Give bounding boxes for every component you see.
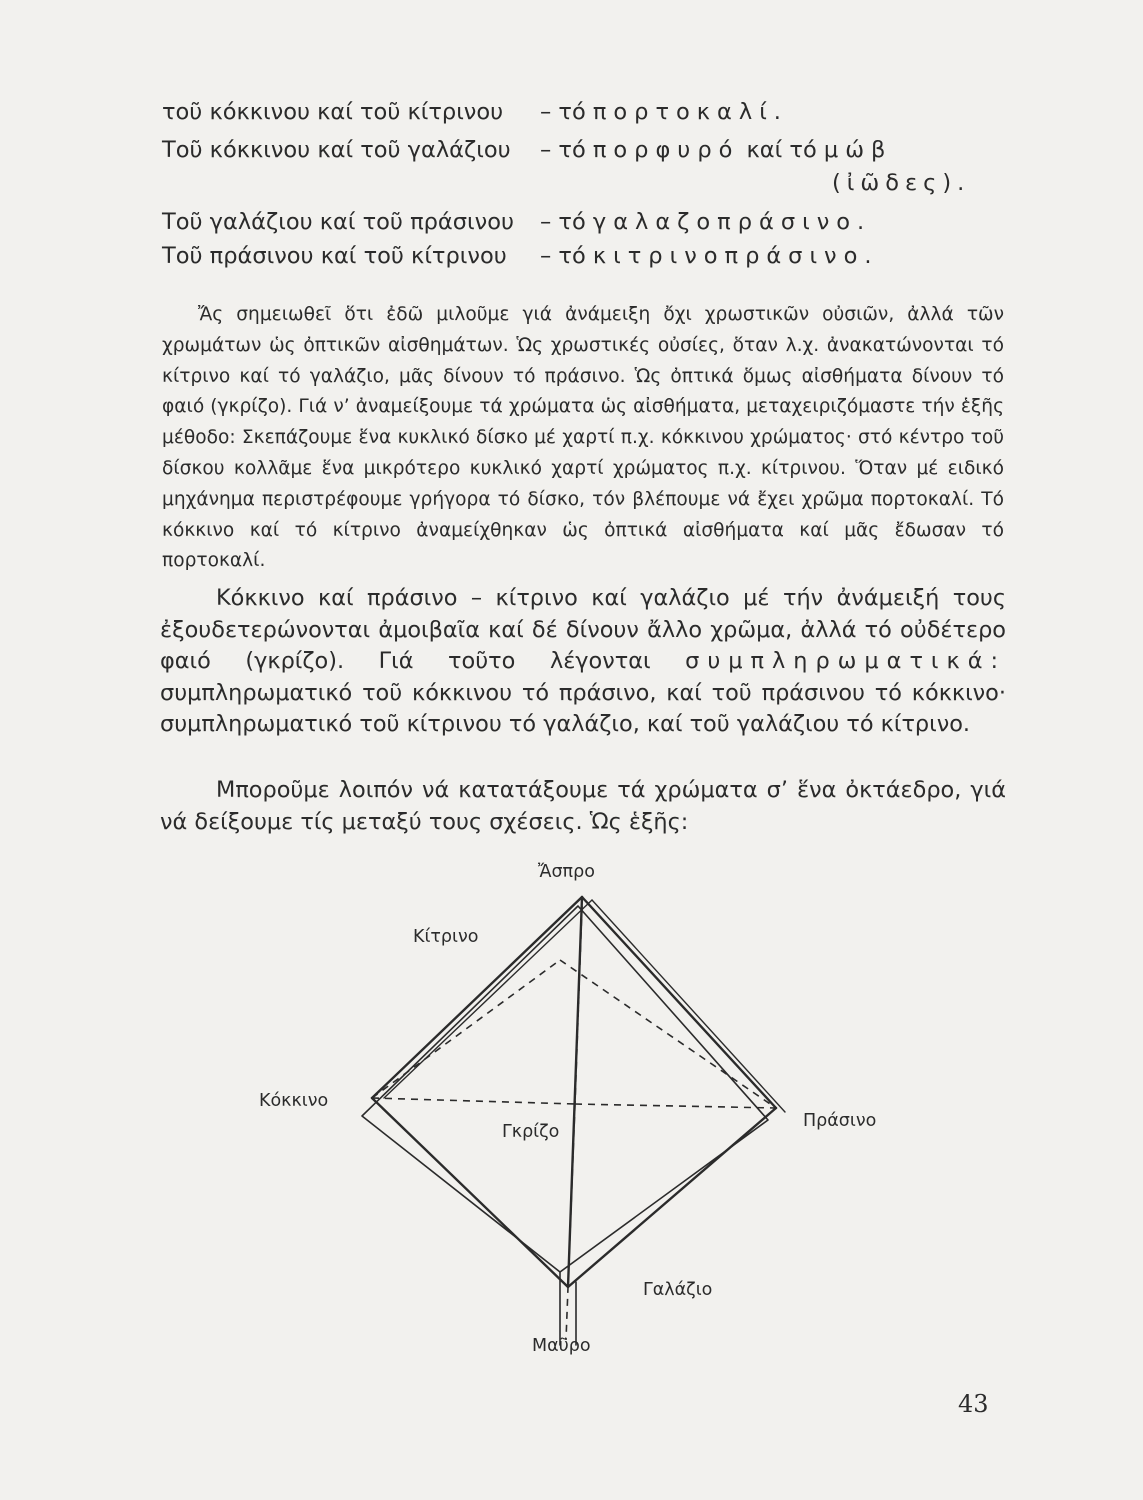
- term-complementary: συμπληρωματικά:: [685, 648, 1006, 674]
- mixture-result: – τό κιτρινοπράσινο.: [540, 243, 879, 269]
- page-number: 43: [958, 1390, 989, 1418]
- octahedron-inner-top-right: [592, 900, 785, 1112]
- octahedron-hidden-edge-back-right: [560, 960, 776, 1108]
- octahedron-edge-front-right: [568, 1108, 776, 1287]
- label-gray: Γκρίζο: [502, 1122, 560, 1142]
- mixture-components: Τοῦ κόκκινου καί τοῦ γαλάζιου: [162, 137, 511, 163]
- label-blue: Γαλάζιο: [643, 1280, 713, 1300]
- octahedron-hidden-edge-center-right: [575, 1104, 776, 1108]
- complementary-colors-paragraph: Κόκκινο καί πράσινο – κίτρινο καί γαλάζιο μέ τήν ἀνάμειξή τους ἐξουδετερώνονται ἀμοιβαῖα καί δέ δίνουν ἄλλο χρῶμα, ἀλλά τό οὐδέτερο φαιό (γκρίζο). Γιά τοῦτο λέγονται συμπληρωματικά: συμπληρωματικό τοῦ κόκκινου τό πράσινο, καί τοῦ πράσινου τό κόκκινο· συμπληρωματικό τοῦ κίτρινου τό γαλάζιο, καί τοῦ γαλάζιου τό κίτρινο.: [160, 585, 1006, 737]
- octahedron-intro-paragraph: Μποροῦμε λοιπόν νά κατατάξουμε τά χρώματα σ’ ἕνα ὀκτάεδρο, γιά νά δείξουμε τίς μεταξύ τους σχέσεις. Ὡς ἑξῆς:: [160, 777, 1006, 835]
- octahedron-hidden-edge-back-left: [372, 960, 560, 1098]
- octahedron-hidden-edge-left-center: [372, 1098, 575, 1104]
- label-white: Ἄσπρο: [538, 862, 595, 882]
- note-paragraph: Ἄς σημειωθεῖ ὅτι ἐδῶ μιλοῦμε γιά ἀνάμειξη ὄχι χρωστικῶν οὐσιῶν, ἀλλά τῶν χρωμάτων ὡς ὀπτικῶν αἰσθημάτων. Ὡς χρωστικές οὐσίες, ὅταν λ.χ. ἀνακατώνονται τό κίτρινο καί τό γαλάζιο, μᾶς δίνουν τό πράσινο. Ὡς ὀπτικά ὅμως αἰσθήματα δίνουν τό φαιό (γκρίζο). Γιά ν’ ἀναμείξουμε τά χρώματα ὡς αἰσθήματα, μεταχειριζόμαστε τήν ἑξῆς μέθοδο: Σκεπάζουμε ἕνα κυκλικό δίσκο μέ χαρτί π.χ. κόκκινου χρώματος· στό κέντρο τοῦ δίσκου κολλᾶμε ἕνα μικρότερο κυκλικό χαρτί χρώματος π.χ. κίτρινου. Ὅταν μέ ειδικό μηχάνημα περιστρέφουμε γρήγορα τό δίσκο, τόν βλέπουμε νά ἔχει χρῶμα πορτοκαλί. Τό κόκκινο καί τό κίτρινο ἀναμείχθηκαν ὡς ὀπτικά αἰσθήματα καί μᾶς ἔδωσαν τό πορτοκαλί.: [162, 304, 1004, 572]
- octahedron-edge-top-right: [582, 897, 776, 1108]
- octahedron-inner-outline: [362, 906, 768, 1272]
- mixture-result-note: (ἰῶδες).: [832, 170, 971, 196]
- mixture-components: Τοῦ γαλάζιου καί τοῦ πράσινου: [162, 209, 514, 235]
- mixture-result: – τό πορφυρό καί τό μώβ: [540, 137, 893, 163]
- label-red: Κόκκινο: [259, 1091, 329, 1111]
- mixture-components: Τοῦ πράσινου καί τοῦ κίτρινου: [162, 243, 507, 269]
- label-black: Μαῦρο: [532, 1336, 591, 1356]
- mixture-result: – τό γαλαζοπράσινο.: [540, 209, 872, 235]
- label-yellow: Κίτρινο: [413, 927, 479, 947]
- mixture-result: – τό πορτοκαλί.: [540, 99, 788, 125]
- mixture-components: τοῦ κόκκινου καί τοῦ κίτρινου: [162, 99, 504, 125]
- label-green: Πράσινο: [803, 1111, 877, 1131]
